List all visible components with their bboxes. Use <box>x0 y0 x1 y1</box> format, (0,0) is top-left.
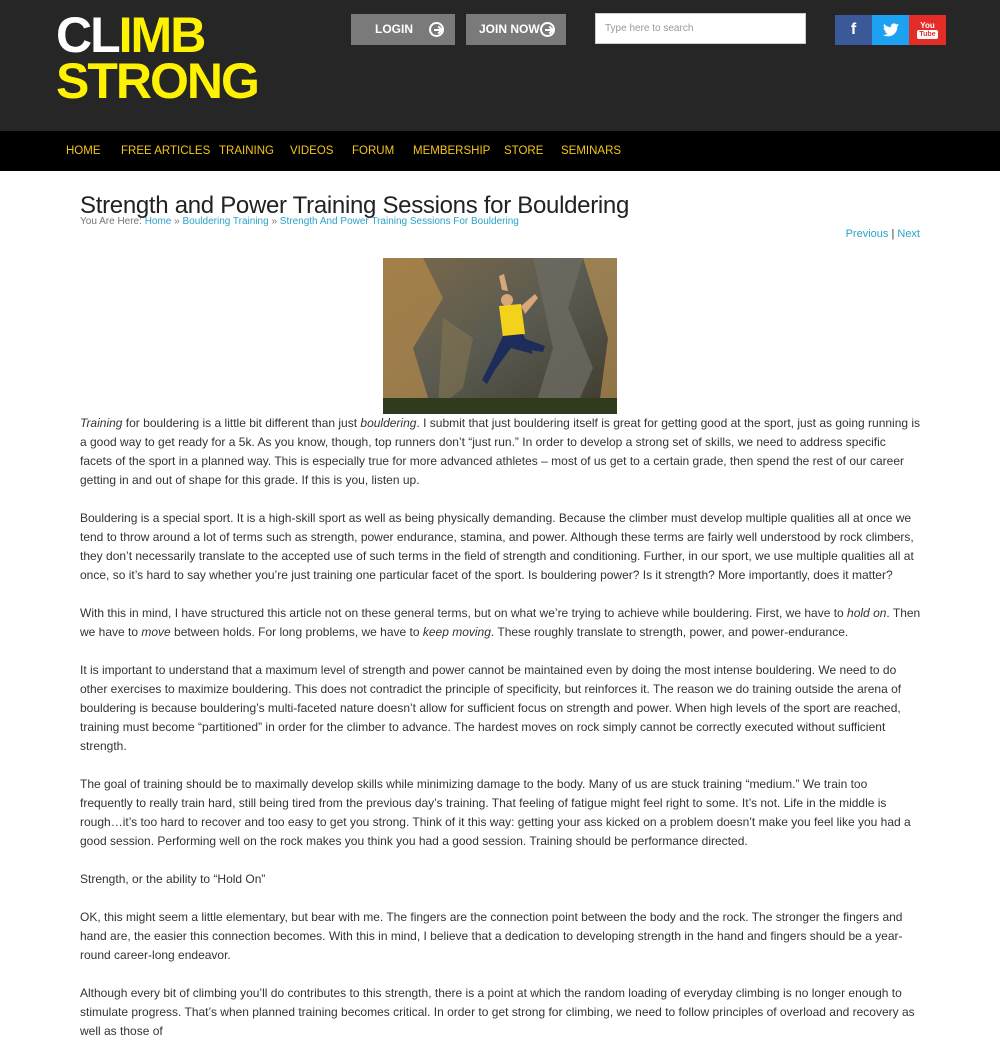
paragraph-text: for bouldering is a little bit different than just <box>122 416 361 430</box>
logo-text-yellow: IMB <box>118 7 205 63</box>
nav-store[interactable]: STORE <box>504 145 544 157</box>
article-paragraph: Bouldering is a special sport. It is a high-skill sport as well as being physically demanding. Because the climber must develop multiple qualities all at once we tend to throw around a lot of terms such as strength, power endurance, stamina, and power. Although these terms are fairly well understood by rock climbers, they don’t necessarily translate to the accepted use of such terms in the field of strength and conditioning. Further, in our sport, we use multiple qualities all at once, so it’s hard to say whether you’re just training one particular facet of the sport. Is bouldering power? Is it strength? More importantly, does it matter? <box>80 511 914 582</box>
logo-line-1 <box>56 7 205 63</box>
paragraph-text: . Then we have to <box>80 606 921 639</box>
facebook-button[interactable] <box>835 15 872 45</box>
article-paragraph: It is important to understand that a maximum level of strength and power cannot be maintained even by doing the most intense bouldering. We need to do other exercises to maximize bouldering. This does not contradict the principle of specificity, but reinforces it. The reason we do training outside the arena of bouldering is because bouldering’s multi-faceted nature doesn’t allow for sufficient focus on strength and power. When high levels of the sport are reached, training must become “partitioned” in order for the climber to advance. The hardest moves on rock simply cannot be correctly executed without sufficient strength. <box>80 663 902 753</box>
site-header <box>0 0 1000 131</box>
boulderer-photo <box>383 258 617 414</box>
nav-free-articles[interactable]: FREE ARTICLES <box>121 145 211 157</box>
arrow-circle-right-icon <box>429 22 444 37</box>
article-paragraph: The goal of training should be to maximally develop skills while minimizing damage to the body. Many of us are stuck training “medium.” We train too frequently to really train hard, still being tired from the previous day’s training. That feeling of fatigue might feel right to some. It’s not. Life in the middle is rough…it’s too hard to recover and too easy to get you strong. Think of it this way: getting your ass kicked on a problem doesn’t make you feel like you had a good session. Performing well on the rock makes you think you had a good session. Training should be performance directed. <box>80 777 911 848</box>
login-label: LOGIN <box>375 22 413 36</box>
twitter-icon <box>883 23 899 37</box>
breadcrumb <box>80 216 519 227</box>
article-paragraph <box>80 414 921 490</box>
previous-link[interactable]: Previous <box>845 228 889 240</box>
nav-training[interactable]: TRAINING <box>219 145 274 157</box>
login-button[interactable] <box>351 14 455 45</box>
article-paragraph <box>80 604 921 642</box>
nav-seminars[interactable]: SEMINARS <box>561 145 622 157</box>
breadcrumb-current[interactable]: Strength And Power Training Sessions For Bouldering <box>279 216 519 227</box>
facebook-icon: f <box>850 21 857 38</box>
emphasis-text: hold on <box>847 606 887 620</box>
post-nav-separator: | <box>891 228 895 240</box>
emphasis-text: move <box>141 625 171 639</box>
twitter-button[interactable] <box>872 15 909 45</box>
paragraph-text: . I submit that just bouldering itself is great for getting good at the sport, just as going running is a good way to get ready for a 5k. As you know, though, top runners don’t “just run.” In order to develop a strong set of skills, we need to address specific facets of the sport in a planned way. This is especially true for more advanced athletes – most of us get to a certain grade, then spend the rest of our career getting in and out of shape for this grade. If this is you, listen up. <box>80 416 921 487</box>
youtube-icon-you: You <box>920 20 935 30</box>
paragraph-text: between holds. For long problems, we have to <box>170 625 423 639</box>
logo-line-2: STRONG <box>56 53 258 109</box>
emphasis-text: Training <box>80 416 123 430</box>
breadcrumb-bouldering-training[interactable]: Bouldering Training <box>182 216 269 227</box>
nav-videos[interactable]: VIDEOS <box>290 145 334 157</box>
page-title: Strength and Power Training Sessions for Bouldering <box>80 192 630 219</box>
arrow-circle-right-icon <box>540 22 555 37</box>
article-body <box>80 414 921 1060</box>
breadcrumb-separator: » <box>271 216 278 227</box>
main-nav <box>0 131 1000 171</box>
article-paragraph: Although every bit of climbing you’ll do contributes to this strength, there is a point at which the random loading of everyday climbing is no longer enough to stimulate progress. That’s when planned training becomes critical. In order to get strong for climbing, we need to follow principles of overload and recovery as well as those of <box>80 986 915 1038</box>
youtube-button[interactable] <box>909 15 946 45</box>
paragraph-text: . These roughly translate to strength, power, and power-endurance. <box>490 625 849 639</box>
nav-home[interactable]: HOME <box>66 145 101 157</box>
nav-forum[interactable]: FORUM <box>352 145 395 157</box>
next-link[interactable]: Next <box>897 228 920 240</box>
join-now-label: JOIN NOW <box>479 22 540 36</box>
breadcrumb-prefix: You Are Here: <box>80 216 142 227</box>
section-subheading: Strength, or the ability to “Hold On” <box>80 872 266 886</box>
climber-on-rock-image <box>383 258 617 414</box>
join-now-button[interactable] <box>466 14 566 45</box>
post-navigation <box>846 228 920 240</box>
youtube-icon-tube: Tube <box>919 30 936 38</box>
emphasis-text: bouldering <box>360 416 417 430</box>
paragraph-text: With this in mind, I have structured this article not on these general terms, but on what we’re trying to achieve while bouldering. First, we have to <box>80 606 848 620</box>
emphasis-text: keep moving <box>422 625 491 639</box>
article-paragraph: OK, this might seem a little elementary, but bear with me. The fingers are the connection point between the body and the rock. The stronger the fingers and hand are, the easier this connection becomes. With this in mind, I believe that a dedication to developing strength in the hand and fingers should be a year-round career-long endeavor. <box>80 910 903 962</box>
search-input[interactable] <box>595 13 806 44</box>
climbstrong-logo[interactable] <box>56 7 258 110</box>
breadcrumb-home[interactable]: Home <box>144 216 172 227</box>
nav-membership[interactable]: MEMBERSHIP <box>413 145 491 157</box>
logo-text-white: CL <box>56 7 119 63</box>
breadcrumb-separator: » <box>174 216 180 227</box>
